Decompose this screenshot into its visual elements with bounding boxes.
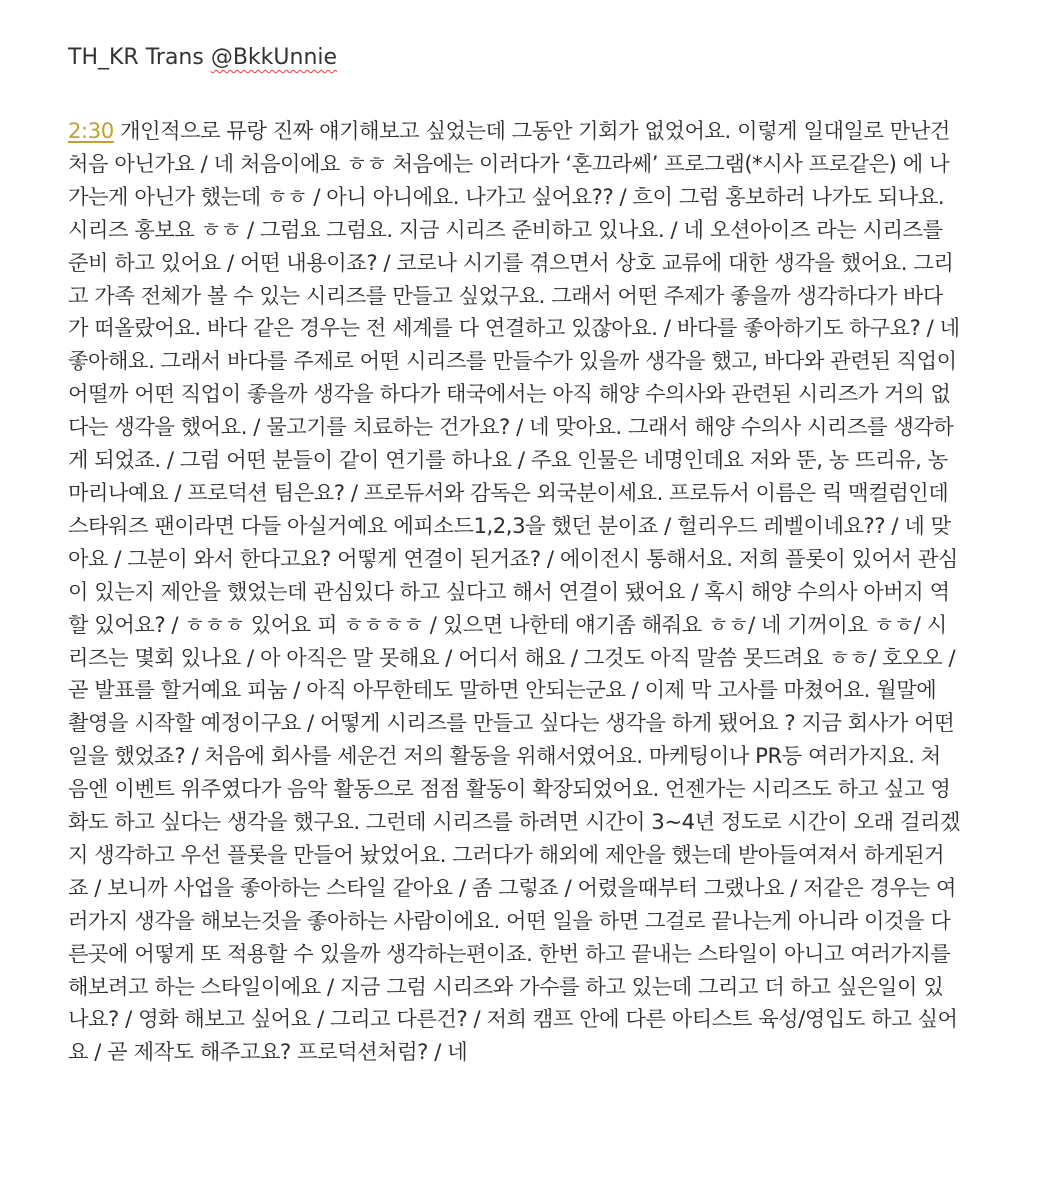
transcript-line: 곧 발표를 할거예요 피눔 / 아직 아무한테도 말하면 안되는군요 / 이제 막 고사를 마쳤어요. 월말에 <box>68 677 937 703</box>
transcript-line: 일을 했었죠? / 처음에 회사를 세운건 저의 활동을 위해서였어요. 마케팅이나 PR등 여러가지요. 처 <box>68 743 941 769</box>
transcript-text: 개인적으로 뮤랑 진짜 얘기해보고 싶었는데 그동안 기회가 없었어요. 이렇게 일대일로 만난건 <box>113 118 950 143</box>
transcript-line: 준비 하고 있어요 / 어떤 내용이죠? / 코로나 시기를 겪으면서 상호 교류에 대한 생각을 했어요. 그리 <box>68 249 954 275</box>
transcript-line: 죠 / 보니까 사업을 좋아하는 스타일 같아요 / 좀 그렇죠 / 어렸을때부터 그랬나요 / 저같은 경우는 여 <box>68 874 956 900</box>
transcript-line: 른곳에 어떻게 또 적용할 수 있을까 생각하는편이죠. 한번 하고 끝내는 스타일이 아니고 여러가지를 <box>68 940 951 966</box>
transcript-line: 어떨까 어떤 직업이 좋을까 생각을 하다가 태국에서는 아직 해양 수의사와 관련된 시리즈가 거의 없 <box>68 381 951 407</box>
credit-prefix: TH_KR Trans <box>68 45 211 70</box>
transcript-line: 이 있는지 제안을 했었는데 관심있다 하고 싶다고 해서 연결이 됐어요 / 혹시 해양 수의사 아버지 역 <box>68 578 950 604</box>
transcript-line: 할 있어요? / ㅎㅎㅎ 있어요 피 ㅎㅎㅎㅎ / 있으면 나한테 얘기좀 해줘요 ㅎㅎ/ 네 기꺼이요 ㅎㅎ/ 시 <box>68 611 947 637</box>
transcript-line: 게 되었죠. / 그럼 어떤 분들이 같이 연기를 하나요 / 주요 인물은 네명인데요 저와 뚠, 농 뜨리유, 농 <box>68 447 948 473</box>
translator-credit <box>68 42 337 74</box>
transcript-line: 화도 하고 싶다는 생각을 했구요. 그런데 시리즈를 하려면 시간이 3~4년 정도로 시간이 오래 걸리겠 <box>68 809 961 835</box>
transcript-line: 아요 / 그분이 와서 한다고요? 어떻게 연결이 된거죠? / 에이전시 통해서요. 저희 플롯이 있어서 관심 <box>68 545 958 571</box>
transcript-line: 스타워즈 팬이라면 다들 아실거예요 에피소드1,2,3을 했던 분이죠 / 헐리우드 레벨이네요?? / 네 맞 <box>68 512 951 538</box>
transcript-line: 음엔 이벤트 위주였다가 음악 활동으로 점점 활동이 확장되었어요. 언젠가는 시리즈도 하고 싶고 영 <box>68 776 951 802</box>
transcript-line: 나요? / 영화 해보고 싶어요 / 그리고 다른건? / 저희 캠프 안에 다른 아티스트 육성/영입도 하고 싶어 <box>68 1006 958 1032</box>
transcript-line: 해보려고 하는 스타일이에요 / 지금 그럼 시리즈와 가수를 하고 있는데 그리고 더 하고 싶은일이 있 <box>68 973 944 999</box>
transcript-line: 리즈는 몇회 있나요 / 아 아직은 말 못해요 / 어디서 해요 / 그것도 아직 말씀 못드려요 ㅎㅎ/ 호오오 / <box>68 644 956 670</box>
transcript-line: 러가지 생각을 해보는것을 좋아하는 사람이에요. 어떤 일을 하면 그걸로 끝나는게 아니라 이것을 다 <box>68 907 951 933</box>
transcript-line <box>68 115 988 148</box>
transcript-line: 촬영을 시작할 예정이구요 / 어떻게 시리즈를 만들고 싶다는 생각을 하게 됐어요 ? 지금 회사가 어떤 <box>68 710 955 736</box>
transcript-line: 시리즈 홍보요 ㅎㅎ / 그럼요 그럼요. 지금 시리즈 준비하고 있나요. / 네 오션아이즈 라는 시리즈를 <box>68 216 943 242</box>
transcript-line: 지 생각하고 우선 플롯을 만들어 놨었어요. 그러다가 해외에 제안을 했는데 받아들여져서 하게된거 <box>68 841 945 867</box>
transcript-line: 고 가족 전체가 볼 수 있는 시리즈를 만들고 싶었구요. 그래서 어떤 주제가 좋을까 생각하다가 바다 <box>68 282 943 308</box>
timestamp-link[interactable]: 2:30 <box>68 118 114 143</box>
transcript-line: 마리나예요 / 프로덕션 팀은요? / 프로듀서와 감독은 외국분이세요. 프로듀서 이름은 릭 맥컬럼인데 <box>68 479 949 505</box>
transcript-line: 좋아해요. 그래서 바다를 주제로 어떤 시리즈를 만들수가 있을까 생각을 했고, 바다와 관련된 직업이 <box>68 348 957 374</box>
translator-handle: @BkkUnnie <box>210 45 338 70</box>
transcript-body <box>68 115 988 1069</box>
transcript-line: 요 / 곧 제작도 해주고요? 프로덕션처럼? / 네 <box>68 1039 468 1065</box>
transcript-line: 가는게 아닌가 했는데 ㅎㅎ / 아니 아니에요. 나가고 싶어요?? / 흐이 그럼 홍보하러 나가도 되나요. <box>68 183 945 209</box>
transcript-line: 처음 아닌가요 / 네 처음이에요 ㅎㅎ 처음에는 이러다가 ‘혼끄라쎄’ 프로그램(*시사 프로같은) 에 나 <box>68 150 950 176</box>
transcript-line: 가 떠올랐어요. 바다 같은 경우는 전 세계를 다 연결하고 있잖아요. / 바다를 좋아하기도 하구요? / 네 <box>68 315 960 341</box>
transcript-line: 다는 생각을 했어요. / 물고기를 치료하는 건가요? / 네 맞아요. 그래서 해양 수의사 시리즈를 생각하 <box>68 414 954 440</box>
